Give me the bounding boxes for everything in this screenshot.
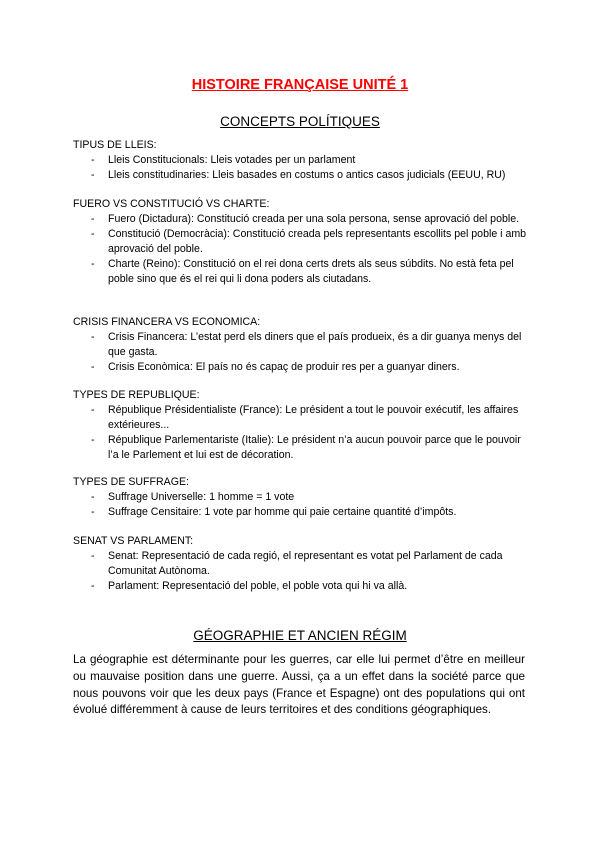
dash-bullet: -: [91, 228, 95, 240]
dash-bullet: -: [91, 331, 95, 343]
dash-bullet: -: [91, 434, 95, 446]
section-senat: [73, 534, 533, 594]
section-republique: [73, 388, 533, 463]
section-heading: TIPUS DE LLEIS:: [73, 139, 157, 151]
section-fuero: [73, 197, 533, 287]
list-item: - Parlament: Representació del poble, el poble vota qui hi va allà.: [91, 580, 408, 592]
list-item: - Suffrage Censitaire: 1 vote par homme qui paie certaine quantité d’impôts.: [91, 506, 457, 518]
dash-bullet: -: [91, 580, 95, 592]
dash-bullet: -: [91, 169, 95, 181]
dash-bullet: -: [91, 491, 95, 503]
section-heading: SENAT VS PARLAMENT:: [73, 535, 194, 547]
list-item: - Lleis Constitucionals: Lleis votades per un parlament: [91, 154, 356, 166]
list-item: - République Parlementariste (Italie): Le président n’a aucun pouvoir parce que le pouvoir l’a le Parlement et lui est de décoration.: [91, 434, 521, 461]
section-suffrage: [73, 475, 533, 520]
concepts-title: CONCEPTS POLÍTIQUES: [220, 114, 380, 129]
list-item: - République Présidentialiste (France): Le président a tout le pouvoir exécutif, les affaires extérieures...: [91, 404, 519, 431]
section-lleis: [73, 138, 533, 183]
dash-bullet: -: [91, 361, 95, 373]
list-item: - Crisis Econòmica: El país no és capaç de produir res per a guanyar diners.: [91, 361, 460, 373]
list-item: - Senat: Representació de cada regió, el representant es votat pel Parlament de cada Comunitat Autònoma.: [91, 550, 503, 577]
geo-title: GÉOGRAPHIE ET ANCIEN RÉGIM: [193, 628, 407, 643]
list-item: - Crisis Financera: L’estat perd els diners que el país produeix, és a dir guanya menys del que gasta.: [91, 331, 522, 358]
dash-bullet: -: [91, 258, 95, 270]
dash-bullet: -: [91, 550, 95, 562]
section-heading: CRISIS FINANCERA VS ECONOMICA:: [73, 316, 261, 328]
dash-bullet: -: [91, 506, 95, 518]
list-item: - Suffrage Universelle: 1 homme = 1 vote: [91, 491, 295, 503]
dash-bullet: -: [91, 404, 95, 416]
geo-paragraph: La géographie est déterminante pour les guerres, car elle lui permet d’être en meilleur ou mauvaise position dans une guerre. Aussi, ça a un effet dans la société parce que nous pouvons voir que les deux pays (France et Espagne) ont des populations qui ont évolué différemment à cause de leurs territoires et des conditions géographiques.: [73, 653, 525, 717]
document-title: HISTOIRE FRANÇAISE UNITÉ 1: [191, 77, 409, 93]
section-crisis: [73, 315, 533, 375]
section-heading: FUERO VS CONSTITUCIÓ VS CHARTE:: [73, 198, 270, 210]
list-item: - Lleis constitudinaries: Lleis basades en costums o antics casos judicials (EEUU, RU): [91, 169, 506, 181]
dash-bullet: -: [91, 154, 95, 166]
section-heading: TYPES DE REPUBLIQUE:: [73, 389, 200, 401]
list-item: - Charte (Reino): Constitució on el rei dona certs drets als seus súbdits. No està feta pel poble sino que és el rei qui li dona poders als ciutadans.: [91, 258, 514, 285]
section-heading: TYPES DE SUFFRAGE:: [73, 476, 189, 488]
list-item: - Fuero (Dictadura): Constitució creada per una sola persona, sense aprovació del poble.: [91, 213, 520, 225]
dash-bullet: -: [91, 213, 95, 225]
list-item: - Constitució (Democràcia): Constitució creada pels representants escollits pel poble i amb aprovació del poble.: [91, 228, 527, 255]
